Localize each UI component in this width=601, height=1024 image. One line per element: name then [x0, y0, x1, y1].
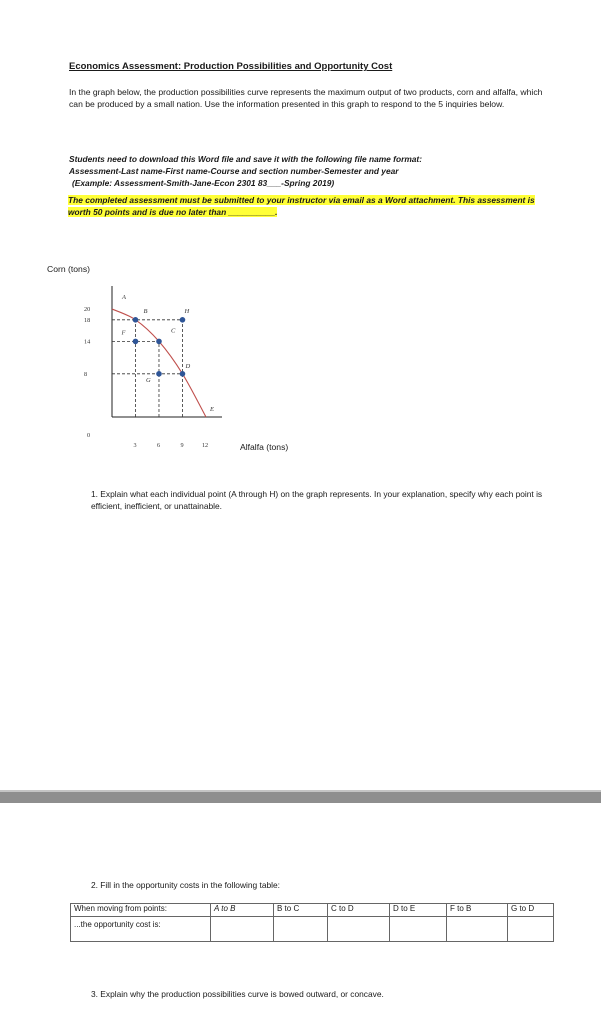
y-axis-label: Corn (tons) — [47, 264, 90, 274]
answer-cell[interactable] — [447, 917, 508, 942]
point-label-f: F — [121, 329, 126, 337]
point-f — [133, 339, 139, 345]
point-label-h: H — [184, 307, 190, 315]
question-2: 2. Fill in the opportunity costs in the following table: — [91, 880, 281, 890]
point-b — [133, 317, 139, 323]
y-tick-label: 18 — [84, 316, 91, 324]
x-tick-label: 6 — [156, 442, 161, 449]
point-g — [156, 371, 162, 377]
page-break — [0, 792, 601, 803]
move-cell: G to D — [508, 904, 554, 917]
answer-cell[interactable] — [328, 917, 390, 942]
point-d — [180, 371, 186, 377]
answer-cell[interactable] — [211, 917, 274, 942]
move-cell: B to C — [274, 904, 328, 917]
move-cell: C to D — [328, 904, 390, 917]
point-label-g: G — [145, 376, 151, 384]
x-tick-label: 12 — [201, 442, 209, 449]
point-label-e: E — [209, 406, 214, 413]
table-row — [71, 904, 554, 917]
y-tick-label: 20 — [84, 306, 91, 313]
x-tick-label: 9 — [180, 442, 184, 449]
question-1: 1. Explain what each individual point (A through H) on the graph represents. In your explanation, specify why each point is efficient, inefficient, or unattainable. — [91, 489, 543, 511]
highlight-text: The completed assessment must be submitted to your instructor via email as a Word attachment. This assessment is worth 50 points and is due no later than __________. — [68, 195, 535, 217]
table-row — [71, 917, 554, 942]
y-tick-label: 0 — [87, 432, 91, 439]
answer-cell[interactable] — [390, 917, 447, 942]
point-label-a: A — [122, 294, 126, 301]
instruction-line: (Example: Assessment-Smith-Jane-Econ 2301 83___-Spring 2019) — [72, 178, 335, 188]
point-label-b: B — [143, 307, 148, 315]
point-h — [180, 317, 186, 323]
x-axis-label: Alfalfa (tons) — [240, 442, 289, 452]
document-title: Economics Assessment: Production Possibilities and Opportunity Cost — [69, 61, 393, 72]
answer-cell[interactable] — [274, 917, 328, 942]
opportunity-cost-table — [70, 903, 554, 942]
y-tick-label: 14 — [84, 338, 91, 346]
move-cell: D to E — [390, 904, 447, 917]
point-label-c: C — [170, 327, 176, 335]
point-c — [156, 339, 162, 345]
move-cell: F to B — [447, 904, 508, 917]
instruction-line: Assessment-Last name-First name-Course and section number-Semester and year — [69, 166, 399, 176]
question-3: 3. Explain why the production possibilities curve is bowed outward, or concave. — [91, 989, 384, 999]
move-cell: A to B — [211, 904, 274, 917]
row-header: ...the opportunity cost is: — [71, 917, 211, 942]
point-label-d: D — [185, 362, 191, 370]
x-tick-label: 3 — [133, 442, 137, 449]
answer-cell[interactable] — [508, 917, 554, 942]
intro-paragraph: In the graph below, the production possibilities curve represents the maximum output of two products, corn and alfalfa, which can be produced by a small nation. Use the information presented in this graph to respond to the 5 inquiries below. — [69, 87, 543, 110]
row-header: When moving from points: — [71, 904, 211, 917]
instruction-line: Students need to download this Word file and save it with the following file name format: — [69, 154, 423, 164]
ppc-graph — [0, 0, 601, 470]
y-tick-label: 8 — [84, 370, 88, 378]
